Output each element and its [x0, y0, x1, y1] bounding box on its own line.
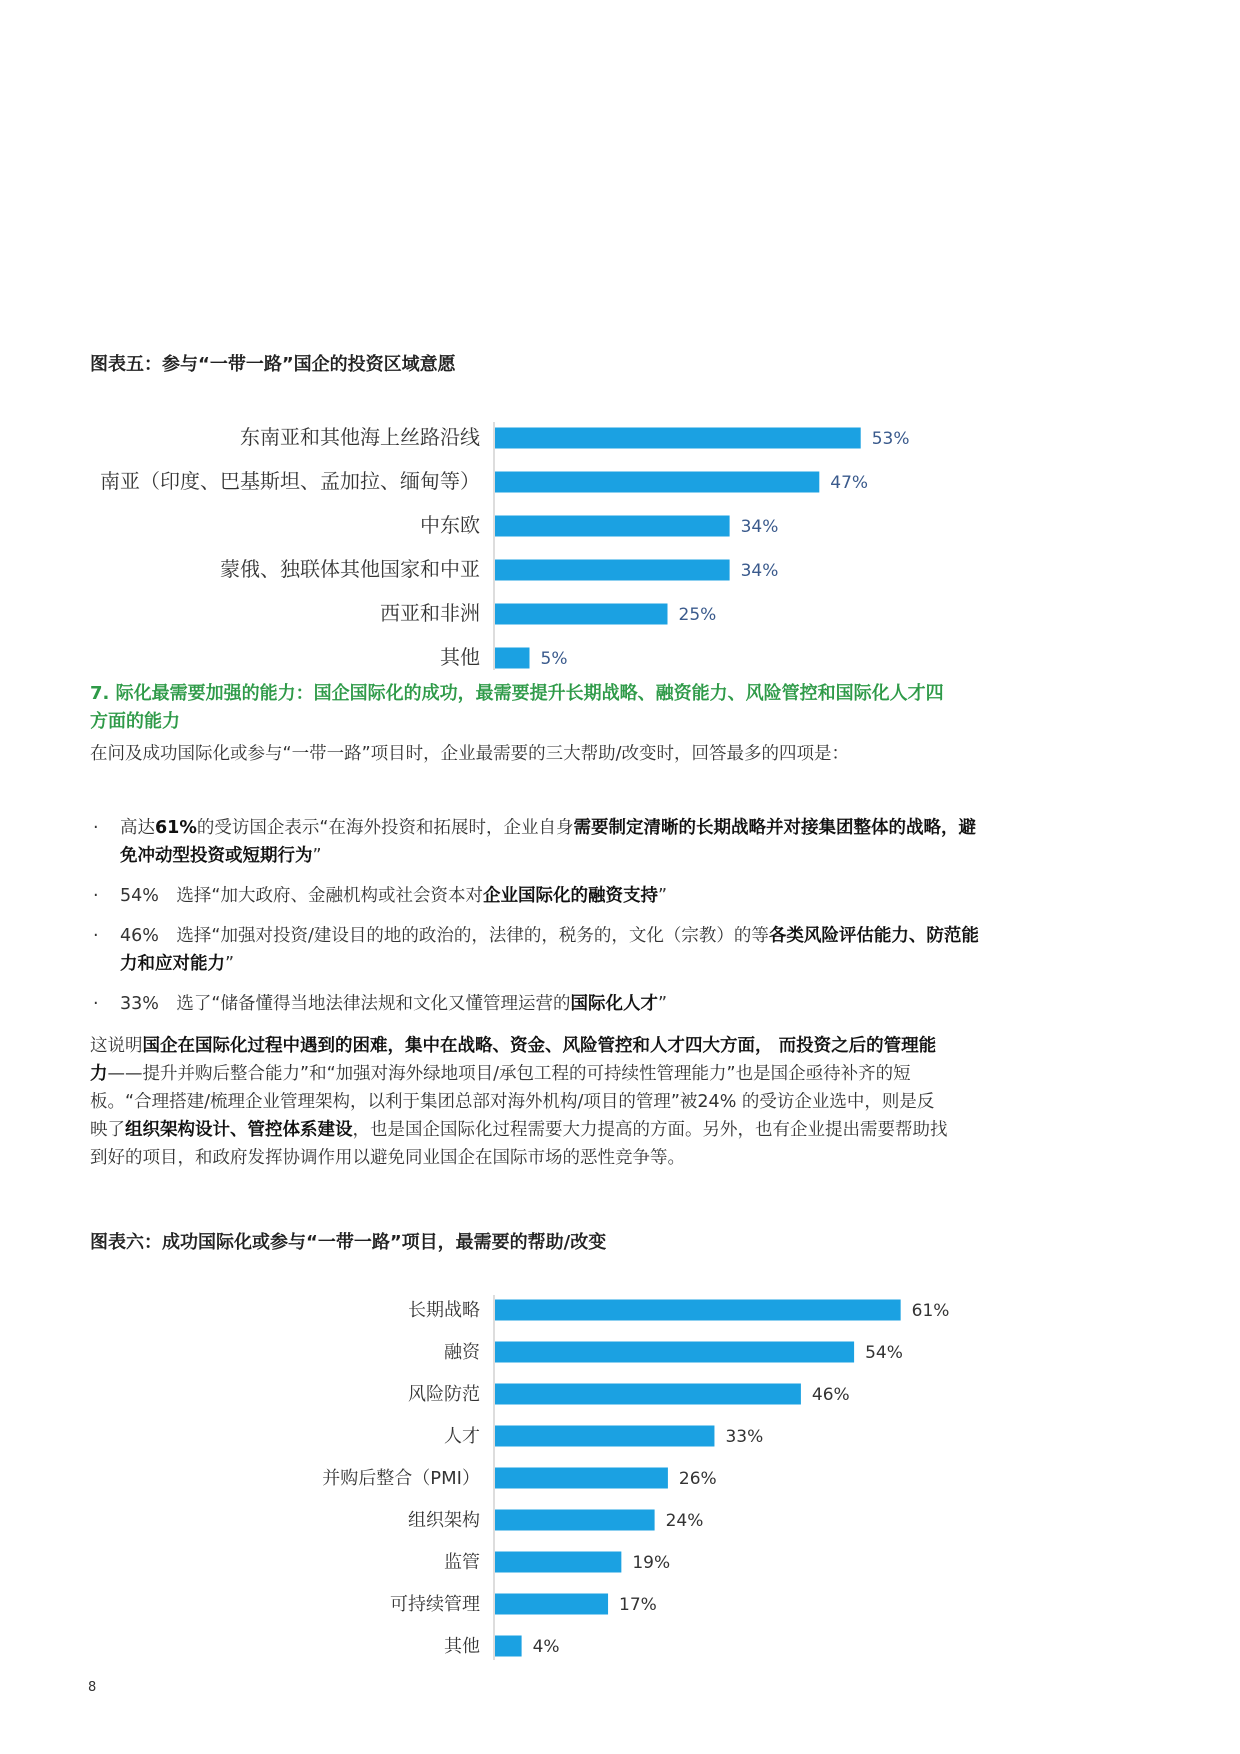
conclusion-strong: 组织架构设计、管控体系建设 [125, 1120, 353, 1140]
bullet-strong: 61% [155, 818, 197, 838]
bar [495, 1342, 854, 1363]
category-label: 东南亚和其他海上丝路沿线 [240, 425, 480, 449]
value-label: 34% [740, 561, 779, 581]
conclusion-text: 这说明 [90, 1036, 143, 1056]
bullet-strong: 国际化人才 [570, 994, 658, 1014]
bar [495, 1636, 522, 1657]
value-label: 19% [632, 1553, 671, 1573]
bullet-item-4 [93, 990, 980, 1018]
value-label: 33% [725, 1427, 764, 1447]
bullet-item-1 [93, 814, 980, 870]
category-label: 长期战略 [408, 1300, 480, 1321]
value-label: 4% [532, 1637, 560, 1657]
category-label: 西亚和非洲 [380, 601, 480, 625]
bar [495, 604, 668, 625]
chart5-title: 图表五：参与“一带一路”国企的投资区域意愿 [90, 354, 456, 375]
category-label: 融资 [444, 1342, 480, 1363]
value-label: 53% [871, 429, 910, 449]
bullet-item-2 [93, 882, 980, 910]
bullet-text: 的受访国企表示“在海外投资和拓展时，企业自身 [196, 818, 574, 838]
bar [495, 1510, 655, 1531]
category-label: 蒙俄、独联体其他国家和中亚 [220, 557, 480, 581]
bar [495, 472, 819, 493]
value-label: 25% [678, 605, 717, 625]
category-label: 可持续管理 [390, 1594, 480, 1615]
value-label: 34% [740, 517, 779, 537]
bullet-text: 高达 [120, 818, 155, 838]
bullet-strong: 各类风险评估能力、防范能力和应对能力 [120, 926, 979, 974]
bar [495, 1552, 621, 1573]
bullet-text: ” [225, 954, 235, 974]
value-label: 17% [619, 1595, 657, 1615]
bullet-text: 33% 选了“储备懂得当地法律法规和文化又懂管理运营的 [120, 994, 571, 1014]
category-label: 其他 [440, 645, 480, 669]
chart6-plot [0, 1280, 1240, 1660]
section7-intro: 在问及成功国际化或参与“一带一路”项目时，企业最需要的三大帮助/改变时，回答最多的四项是： [90, 744, 850, 764]
value-label: 24% [665, 1511, 704, 1531]
value-label: 61% [911, 1301, 950, 1321]
bar [495, 1594, 608, 1615]
bullet-dot: · [93, 818, 99, 838]
bullet-strong: 企业国际化的融资支持 [482, 886, 658, 906]
bar [495, 1468, 668, 1489]
conclusion-strong: 国企在国际化过程中遇到的困难，集中在战略、资金、风险管控和人才四大方面， 而投资之后的管理能力 [90, 1036, 937, 1084]
conclusion-text: ——提升并购后整合能力”和“加强对海外绿地项目/承包工程的可持续性管理能力”也是国企亟待补齐的短板。“合理搭建/梳理企业管理架构，以利于集团总部对海外机构/项目的管理”被24% 的受访企业选中，则是反映了 [90, 1064, 935, 1140]
bullet-text: 54% 选择“加大政府、金融机构或社会资本对 [120, 886, 483, 906]
bar [495, 1426, 714, 1447]
chart6-title: 图表六：成功国际化或参与“一带一路”项目，最需要的帮助/改变 [90, 1232, 607, 1253]
chart5-plot [0, 410, 1240, 670]
bullet-text: ” [657, 886, 668, 906]
section7-heading: 7. 际化最需要加强的能力：国企国际化的成功，最需要提升长期战略、融资能力、风险管控和国际化人才四方面的能力 [90, 683, 944, 732]
bullet-item-3 [93, 922, 980, 978]
value-label: 54% [865, 1343, 903, 1363]
category-label: 风险防范 [408, 1384, 480, 1405]
value-label: 5% [540, 649, 568, 669]
bar [495, 516, 730, 537]
category-label: 南亚（印度、巴基斯坦、孟加拉、缅甸等） [100, 469, 480, 493]
value-label: 47% [830, 473, 869, 493]
category-label: 并购后整合（PMI） [322, 1468, 480, 1489]
bar [495, 428, 861, 449]
category-label: 人才 [444, 1426, 480, 1447]
bullet-dot: · [93, 926, 99, 946]
category-label: 中东欧 [420, 513, 480, 537]
bullet-strong: 需要制定清晰的长期战略并对接集团整体的战略，避免冲动型投资或短期行为 [120, 818, 976, 866]
bullet-dot: · [93, 886, 99, 906]
bullet-text: ” [312, 846, 322, 866]
page-number: 8 [88, 1680, 97, 1695]
category-label: 组织架构 [408, 1510, 480, 1531]
bullet-text: 46% 选择“加强对投资/建设目的地的政治的，法律的，税务的，文化（宗教）的等 [120, 926, 769, 946]
bullet-dot: · [93, 994, 99, 1014]
conclusion-text: ，也是国企国际化过程需要大力提高的方面。另外，也有企业提出需要帮助找到好的项目，和政府发挥协调作用以避免同业国企在国际市场的恶性竞争等。 [90, 1120, 948, 1168]
bar [495, 648, 530, 669]
category-label: 其他 [444, 1636, 480, 1657]
bullet-text: ” [657, 994, 668, 1014]
section7-conclusion [90, 1032, 950, 1172]
value-label: 46% [811, 1385, 850, 1405]
bar [495, 1300, 901, 1321]
category-label: 监管 [444, 1552, 480, 1573]
value-label: 26% [678, 1469, 717, 1489]
bar [495, 560, 730, 581]
bar [495, 1384, 801, 1405]
